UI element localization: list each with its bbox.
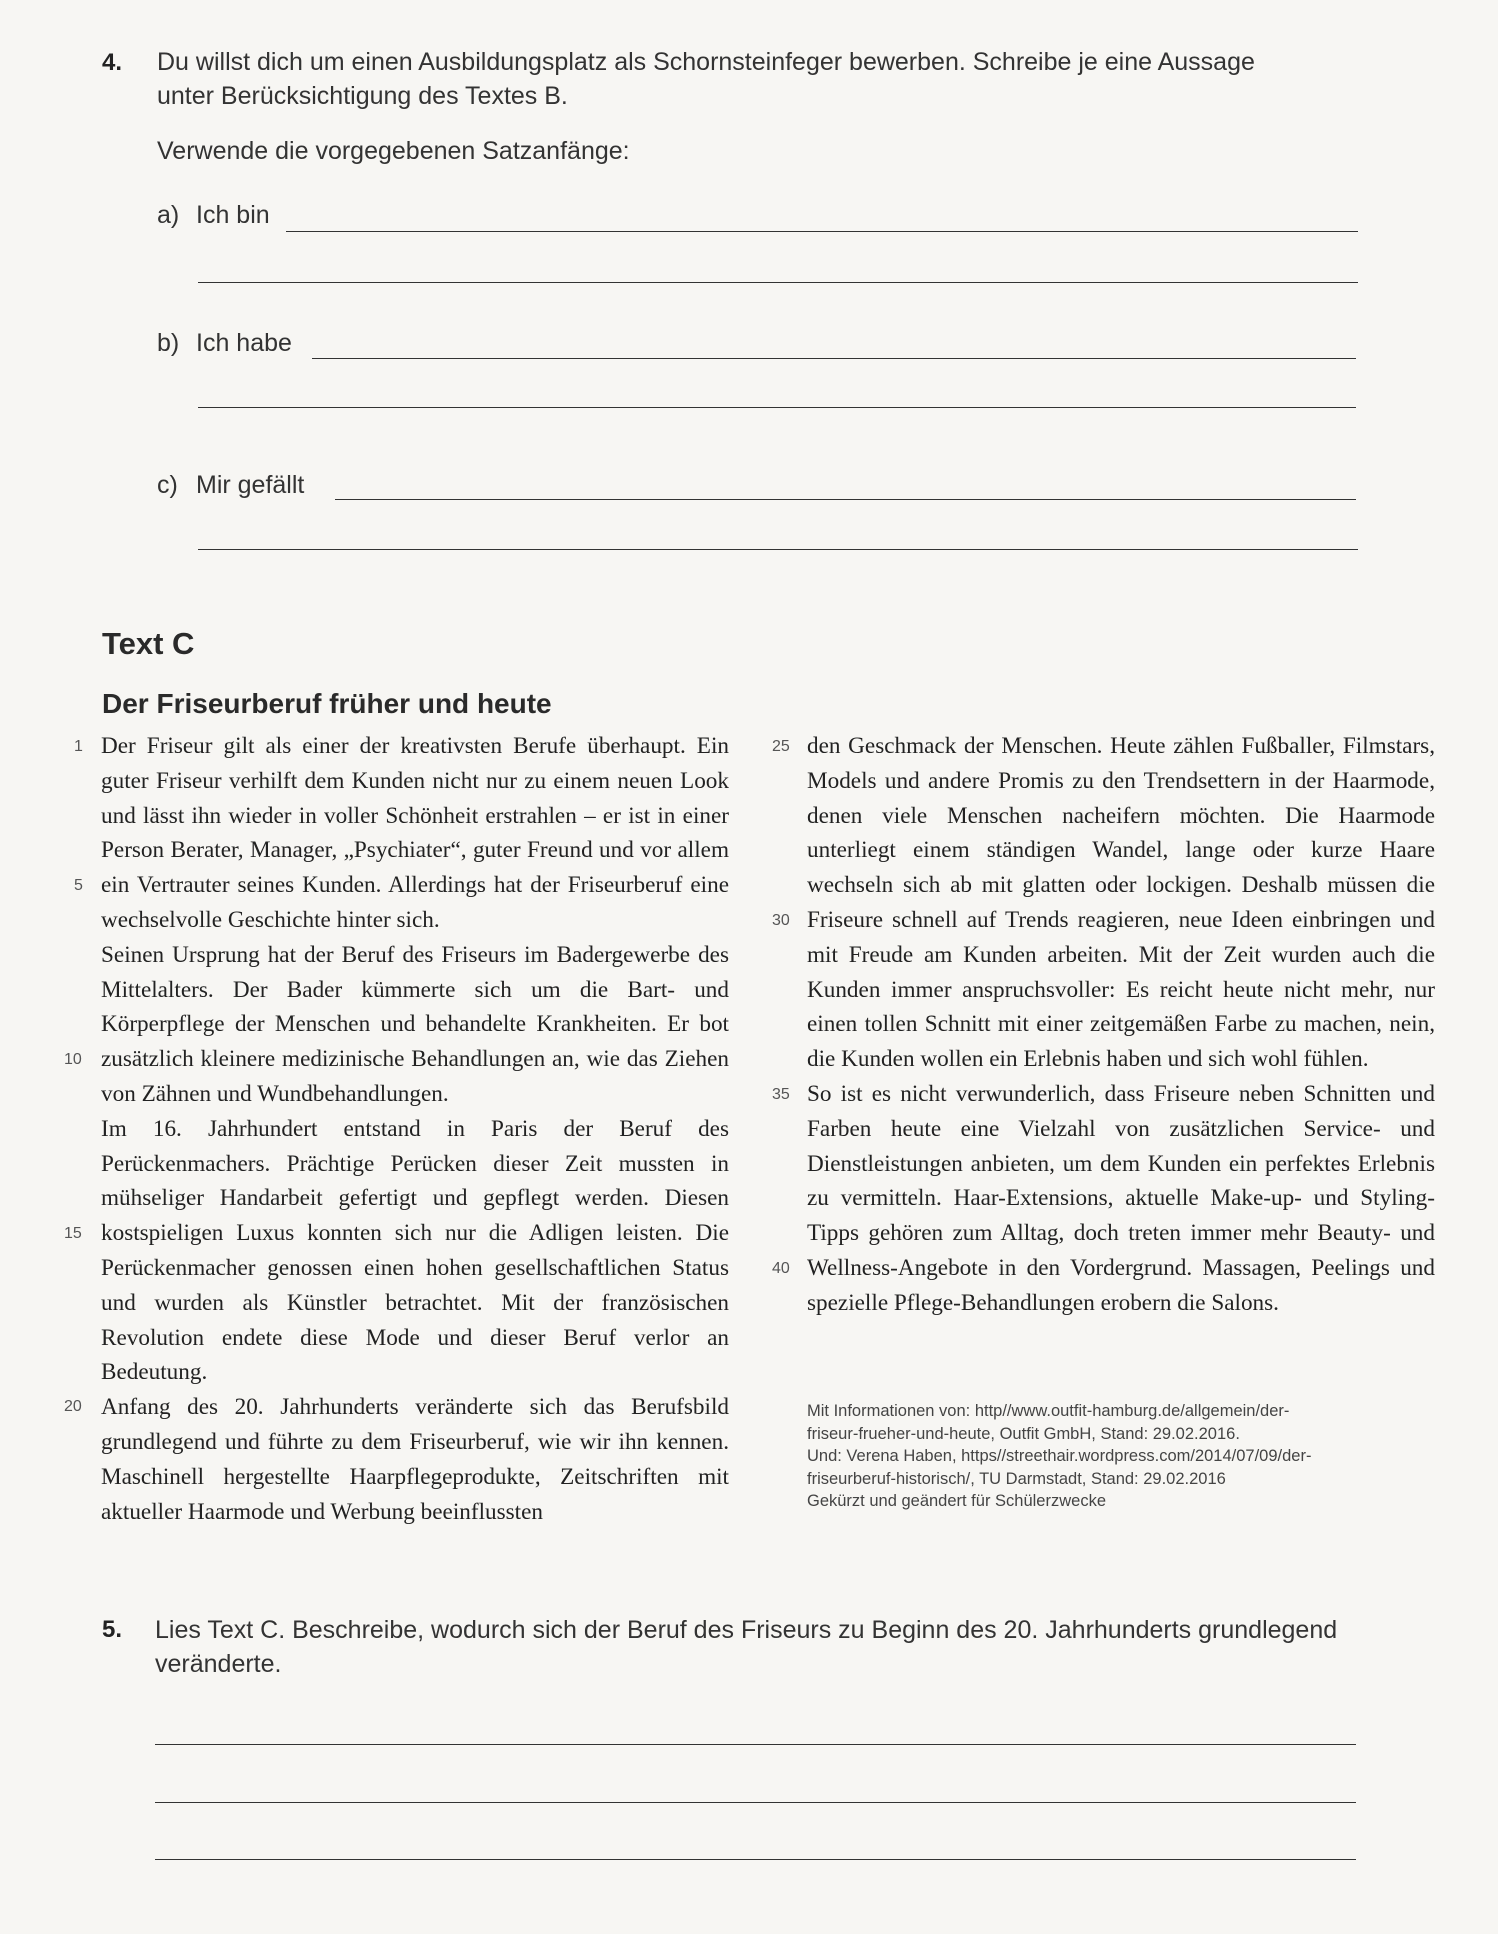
source-line: Und: Verena Haben, https//streethair.wordpress.com/2014/07/09/der- [807, 1447, 1312, 1465]
line-number-30: 30 [772, 912, 790, 929]
task-5-answer-line-1[interactable] [155, 1744, 1356, 1745]
text-c-paragraph: Anfang des 20. Jahrhunderts veränderte sich das Berufsbild grundlegend und führte zu dem Friseurberuf, wie wir ihn kennen. Maschinell hergestellte Haarpflegeprodukte, Zeitschriften mit aktueller Haarmode und Werbung beeinflussten [101, 1394, 729, 1525]
text-c-label: Text C [102, 626, 195, 661]
task-5-text: Lies Text C. Beschreibe, wodurch sich der Beruf des Friseurs zu Beginn des 20. Jahrhunderts grundlegend veränderte. [155, 1616, 1338, 1678]
text-c-paragraph: den Geschmack der Menschen. Heute zählen Fußballer, Filmstars, Models und andere Promis zu den Trendsettern in der Haarmode, denen viele Menschen nacheifern möchten. Die Haarmode unterliegt einem ständigen Wandel, lange oder kurze Haare wechseln sich ab mit glatten oder lockigen. Deshalb müssen die Friseure schnell auf Trends reagieren, neue Ideen einbringen und mit Freude am Kunden arbeiten. Mit der Zeit wurden auch die Kunden immer anspruchsvoller: Es reicht heute nicht mehr, nur einen tollen Schnitt mit einer zeitgemäßen Farbe zu machen, nein, die Kunden wollen ein Erlebnis haben und sich wohl fühlen. [807, 733, 1435, 1073]
task-5-answer-line-2[interactable] [155, 1802, 1356, 1803]
line-number-5: 5 [74, 877, 83, 894]
task-5-answer-line-3[interactable] [155, 1859, 1356, 1860]
answer-a-start: Ich bin [196, 201, 270, 229]
text-c-title: Der Friseurberuf früher und heute [102, 688, 552, 719]
task-4-instruction: Verwende die vorgegebenen Satzanfänge: [157, 137, 630, 165]
line-number-15: 15 [64, 1225, 82, 1242]
source-line: Mit Informationen von: http//www.outfit-hamburg.de/allgemein/der- [807, 1402, 1290, 1420]
source-line: friseur-frueher-und-heute, Outfit GmbH, Stand: 29.02.2016. [807, 1424, 1240, 1443]
text-c-right-column [807, 729, 1435, 1321]
answer-c-start: Mir gefällt [196, 471, 305, 499]
task-4-text: Du willst dich um einen Ausbildungsplatz als Schornsteinfeger bewerben. Schreibe je eine Aussage unter Berücksichtigung des Textes B. [157, 48, 1255, 110]
answer-a-line-1[interactable] [286, 231, 1358, 232]
text-c-paragraph: Der Friseur gilt als einer der kreativsten Berufe überhaupt. Ein guter Friseur verhilft dem Kunden nicht nur zu einem neuen Look und lässt ihn wieder in voller Schönheit erstrahlen – er ist in einer Person Berater, Manager, „Psychiater“, guter Freund und vor allem ein Vertrauter seines Kunden. Allerdings hat der Friseurberuf eine wechselvolle Geschichte hinter sich. [101, 733, 729, 933]
answer-c-line-1[interactable] [335, 499, 1356, 500]
task-5-number: 5. [102, 1616, 123, 1643]
line-number-40: 40 [772, 1260, 790, 1277]
answer-a-letter: a) [157, 201, 180, 229]
answer-b-line-1[interactable] [312, 358, 1356, 359]
answer-a-line-2[interactable] [198, 282, 1358, 283]
line-number-35: 35 [772, 1086, 790, 1103]
line-number-20: 20 [64, 1398, 82, 1415]
text-c-source [807, 1400, 1447, 1513]
text-c-paragraph: Im 16. Jahrhundert entstand in Paris der Beruf des Perückenmachers. Prächtige Perücken dieser Zeit mussten in mühseliger Handarbeit gefertigt und gepflegt werden. Diesen kostspieligen Luxus konnten sich nur die Adligen leisten. Die Perückenmacher genossen einen hohen gesellschaftlichen Status und wurden als Künstler betrachtet. Mit der französischen Revolution endete diese Mode und dieser Beruf verlor an Bedeutung. [101, 1115, 729, 1386]
answer-b-line-2[interactable] [198, 407, 1356, 408]
text-c-paragraph: So ist es nicht verwunderlich, dass Friseure neben Schnitten und Farben heute eine Vielzahl von zusätzlichen Service- und Dienstleistungen anbieten, um dem Kunden ein perfektes Erlebnis zu vermitteln. Haar-Extensions, aktuelle Make-up- und Styling-Tipps gehören zum Alltag, doch treten immer mehr Beauty- und Wellness-Angebote in den Vordergrund. Massagen, Peelings und spezielle Pflege-Behandlungen erobern die Salons. [807, 1080, 1435, 1316]
text-c-paragraph: Seinen Ursprung hat der Beruf des Friseurs im Badergewerbe des Mittelalters. Der Bader kümmerte sich um die Bart- und Körperpflege der Menschen und behandelte Krankheiten. Er bot zusätzlich kleinere medizinische Behandlungen an, wie das Ziehen von Zähnen und Wundbehandlungen. [101, 941, 729, 1107]
answer-b-letter: b) [157, 329, 180, 357]
line-number-1: 1 [74, 738, 83, 755]
answer-c-line-2[interactable] [198, 549, 1358, 550]
answer-b-start: Ich habe [196, 329, 292, 357]
text-c-left-column [101, 729, 729, 1529]
task-4-number: 4. [102, 49, 123, 76]
line-number-25: 25 [772, 738, 790, 755]
line-number-10: 10 [64, 1051, 82, 1068]
source-line: friseurberuf-historisch/, TU Darmstadt, Stand: 29.02.2016 [807, 1469, 1226, 1488]
answer-c-letter: c) [157, 471, 178, 499]
source-line: Gekürzt und geändert für Schülerzwecke [807, 1492, 1106, 1510]
